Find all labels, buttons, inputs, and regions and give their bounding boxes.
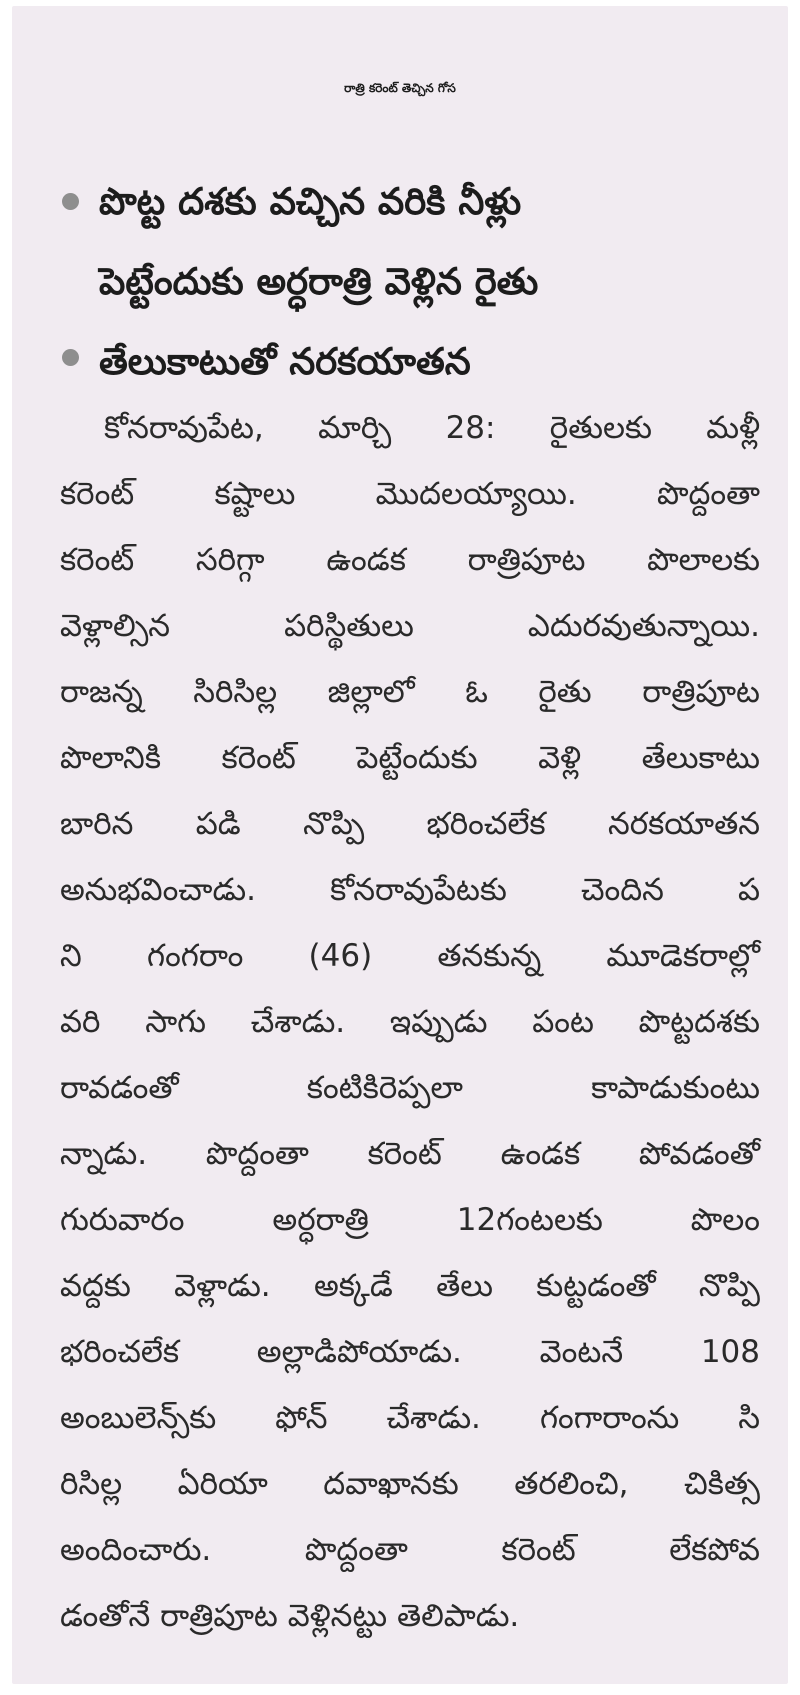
- body-line: కరెంట్‌ సరిగ్గా ఉండక రాత్రిపూట పొలాలకు: [60, 542, 760, 578]
- body-line: వద్దకు వెళ్లాడు. అక్కడే తేలు కుట్టడంతో నొప్పి: [60, 1268, 760, 1304]
- body-line: అందించారు. పొద్దంతా కరెంట్‌ లేకపోవ: [60, 1532, 760, 1568]
- body-line: బారిన పడి నొప్పి భరించలేక నరకయాతన: [60, 806, 760, 842]
- body-line: రావడంతో కంటికిరెప్పలా కాపాడుకుంటు: [60, 1070, 760, 1106]
- body-line: ని గంగరాం (46) తనకున్న మూడెకరాల్లో: [60, 938, 760, 974]
- subhead-text: పొట్ట దశకు వచ్చిన వరికి నీళ్లు: [99, 180, 522, 223]
- body-line: భరించలేక అల్లాడిపోయాడు. వెంటనే 108: [60, 1334, 760, 1370]
- body-line: కోనరావుపేట, మార్చి 28: రైతులకు మళ్లీ: [104, 410, 760, 446]
- subhead-text: తేలుకాటుతో నరకయాతన: [99, 340, 471, 383]
- body-line: వెళ్లాల్సిన పరిస్థితులు ఎదురవుతున్నాయి.: [60, 608, 760, 644]
- body-line: రిసిల్ల ఏరియా దవాఖానకు తరలించి, చికిత్స: [60, 1466, 760, 1502]
- body-line: పొలానికి కరెంట్‌ పెట్టేందుకు వెళ్లి తేలుకాటు: [60, 740, 760, 776]
- body-line: న్నాడు. పొద్దంతా కరెంట్‌ ఉండక పోవడంతో: [60, 1136, 760, 1172]
- subheads: [12, 162, 788, 402]
- newspaper-clipping: [12, 6, 788, 1684]
- headline: రాత్రి కరెంట్‌ తెచ్చిన గోస: [344, 81, 456, 95]
- bullet-dot-icon: [62, 349, 79, 366]
- body-line: గురువారం అర్ధరాత్రి 12గంటలకు పొలం: [60, 1202, 760, 1238]
- subhead-1-line-2: [12, 242, 788, 322]
- body-line: డంతోనే రాత్రిపూట వెళ్లినట్టు తెలిపాడు.: [60, 1598, 520, 1634]
- body-line: కరెంట్‌ కష్టాలు మొదలయ్యాయి. పొద్దంతా: [60, 476, 760, 512]
- body-line: అంబులెన్స్‌కు ఫోన్‌ చేశాడు. గంగారాంను సి: [60, 1400, 760, 1436]
- body-line: రాజన్న సిరిసిల్ల జిల్లాలో ఓ రైతు రాత్రిపూట: [60, 674, 760, 710]
- subhead-text: పెట్టేందుకు అర్ధరాత్రి వెళ్లిన రైతు: [99, 260, 539, 303]
- subhead-1-line-1: [12, 162, 788, 242]
- article-body: [60, 395, 760, 1649]
- body-line: వరి సాగు చేశాడు. ఇప్పుడు పంట పొట్టదశకు: [60, 1004, 760, 1040]
- body-line: అనుభవించాడు. కోనరావుపేటకు చెందిన ప: [60, 872, 760, 908]
- bullet-dot-icon: [62, 193, 79, 210]
- subhead-2: [12, 322, 788, 402]
